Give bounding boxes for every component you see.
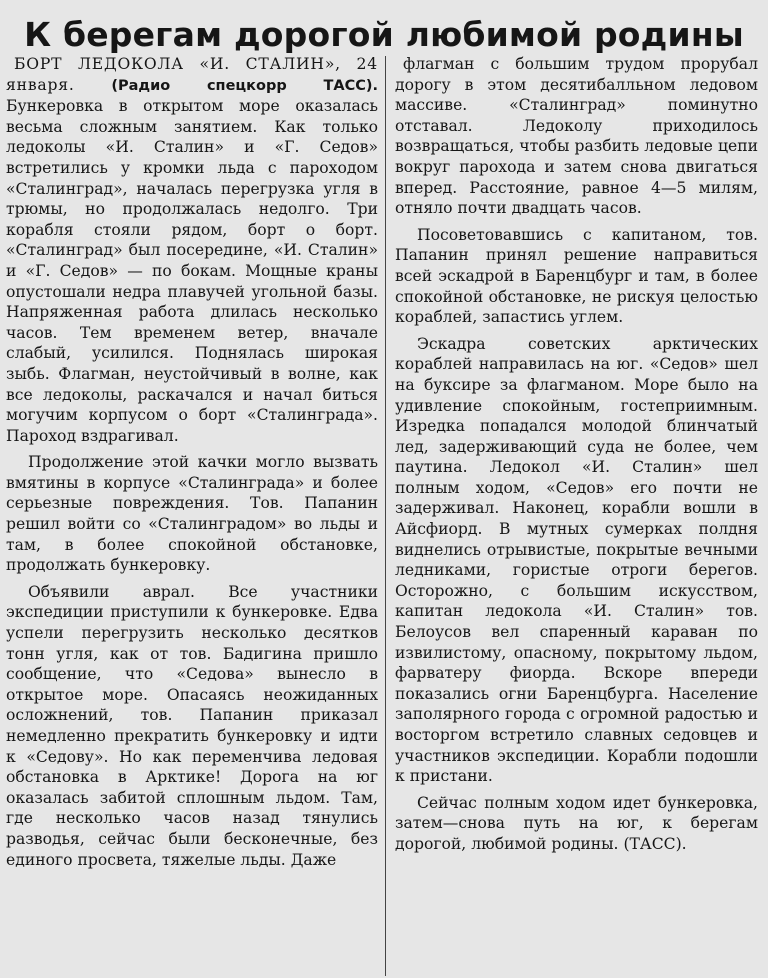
paragraph-3-part-2: флагман с большим трудом прорубал дорогу в этом десятибалльном ледовом массиве. «Сталинград» поминутно отставал. Ледоколу приходилось возвращаться, чтобы разбить ледовые цепи вокруг парохода и затем снова двигаться вперед. Расстояние, равное 4—5 милям, отняло почти двадцать часов. xyxy=(395,55,758,218)
news-source: (Радио спецкорр ТАСС). xyxy=(111,77,378,94)
right-column xyxy=(395,54,758,861)
paragraph-4: Посоветовавшись с капитаном, тов. Папанин принял решение направиться всей эскадрой в Баренцбург и там, в более спокойной обстановке, не рискуя целостью кораблей, запастись углем. xyxy=(395,225,758,327)
paragraph-6: Сейчас полным ходом идет бункеровка, затем—снова путь на юг, к берегам дорогой, любимой родины. (ТАСС). xyxy=(395,793,758,853)
article-headline: К берегам дорогой любимой родины xyxy=(24,15,744,54)
paragraph-3-part-1: Объявили аврал. Все участники экспедиции приступили к бункеровке. Едва успели перегрузить несколько десятков тонн угля, как от тов. Бадигина пришло сообщение, что «Седова» вынесло в открытое море. Опасаясь неожиданных осложнений, тов. Папанин приказал немедленно прекратить бункеровку и идти к «Седову». Но как переменчива ледовая обстановка в Арктике! Дорога на юг оказалась забитой сплошным льдом. Там, где несколько часов назад тянулись разводья, сейчас были бесконечные, без единого просвета, тяжелые льды. Даже xyxy=(6,582,378,869)
paragraph-2: Продолжение этой качки могло вызвать вмятины в корпусе «Сталинграда» и более серьезные повреждения. Тов. Папанин решил войти со «Сталинградом» во льды и там, в более спокойной обстановке, продолжать бункеровку. xyxy=(6,453,378,575)
paragraph-1 xyxy=(6,54,378,446)
paragraph-5: Эскадра советских арктических кораблей направилась на юг. «Седов» шел на буксире за флагманом. Море было на удивление спокойным, гостеприимным. Изредка попадался молодой блинчатый лед, задерживающий суда не более, чем паутина. Ледокол «И. Сталин» шел полным ходом, «Седов» его почти не задерживал. Наконец, корабли вошли в Айсфиорд. В мутных сумерках полдня виднелись отрывистые, покрытые вечными ледниками, гористые отроги берегов. Осторожно, с большим искусством, капитан ледокола «И. Сталин» тов. Белоусов вел спаренный караван по извилистому, опасному, покрытому льдом, фарватеру фиорда. Вскоре впереди показались огни Баренцбурга. Население заполярного города с огромной радостью и восторгом встретило славных седовцев и участников экспедиции. Корабли подошли к пристани. xyxy=(395,334,758,786)
paragraph-1-text: Бункеровка в открытом море оказалась весьма сложным занятием. Как только ледоколы «И. Сталин» и «Г. Седов» встретились у кромки льда с пароходом «Сталинград», началась перегрузка угля в трюмы, но продолжалась недолго. Три корабля стояли рядом, борт о борт. «Сталинград» был посередине, «И. Сталин» и «Г. Седов» — по бокам. Мощные краны опустошали недра плавучей угольной базы. Напряженная работа длилась несколько часов. Тем временем ветер, вначале слабый, усилился. Поднялась широкая зыбь. Флагман, неустойчивый в волне, как все ледоколы, раскачался и начал биться могучим корпусом о борт «Сталинграда». Пароход вздрагивал. xyxy=(6,97,378,445)
left-column xyxy=(6,54,378,876)
column-divider xyxy=(385,56,386,976)
dateline: БОРТ ЛЕДОКОЛА «И. СТАЛИН», 24 января. xyxy=(6,55,378,94)
